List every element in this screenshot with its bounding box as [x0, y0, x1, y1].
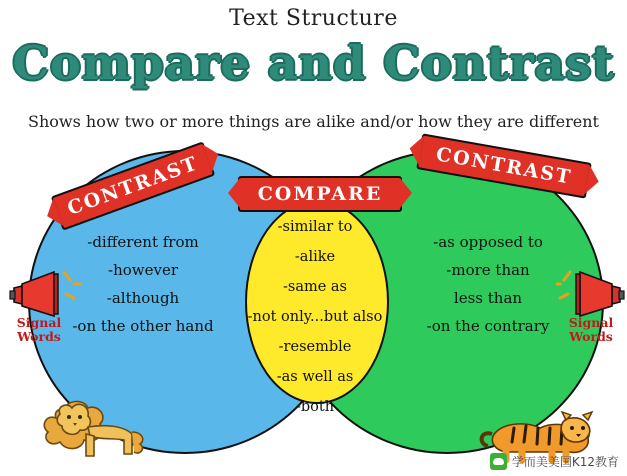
watermark — [490, 453, 619, 470]
compare-word-list — [236, 212, 394, 422]
page-description: Shows how two or more things are alike and/or how they are different — [28, 112, 599, 131]
list-item: -on the contrary — [426, 317, 550, 335]
list-item: -both — [295, 399, 335, 415]
list-item: less than — [453, 289, 523, 307]
banner-contrast-right: CONTRAST — [416, 133, 592, 198]
list-item: -same as — [282, 279, 347, 295]
page-subtitle-label: Text Structure — [229, 6, 398, 31]
banner-contrast-left: CONTRAST — [51, 141, 216, 230]
venn-diagram — [0, 140, 627, 476]
list-item: -not only...but also — [247, 309, 383, 325]
page-title: Compare and Contrast — [12, 36, 615, 90]
wechat-logo-icon — [490, 453, 507, 470]
signal-words-right-label — [560, 316, 622, 344]
signal-words-left-label — [8, 316, 70, 344]
list-item: -as opposed to — [433, 233, 543, 251]
list-item: -resemble — [278, 339, 352, 355]
list-item: -as well as — [276, 369, 354, 385]
list-item: -although — [106, 289, 180, 307]
list-item: -more than — [446, 261, 530, 279]
list-item: -on the other hand — [72, 317, 214, 335]
list-item: -however — [108, 261, 178, 279]
watermark-text: 学而美美国K12教育 — [511, 455, 619, 469]
lion-illustration — [28, 372, 153, 466]
list-item: -similar to — [277, 219, 353, 235]
signal-words-line-1: Signal — [16, 315, 62, 330]
signal-words-line-2: Words — [569, 329, 613, 344]
signal-words-line-1: Signal — [568, 315, 614, 330]
banner-compare: COMPARE — [238, 176, 402, 212]
list-item: -different from — [87, 233, 199, 251]
signal-words-line-2: Words — [17, 329, 61, 344]
list-item: -alike — [294, 249, 336, 265]
